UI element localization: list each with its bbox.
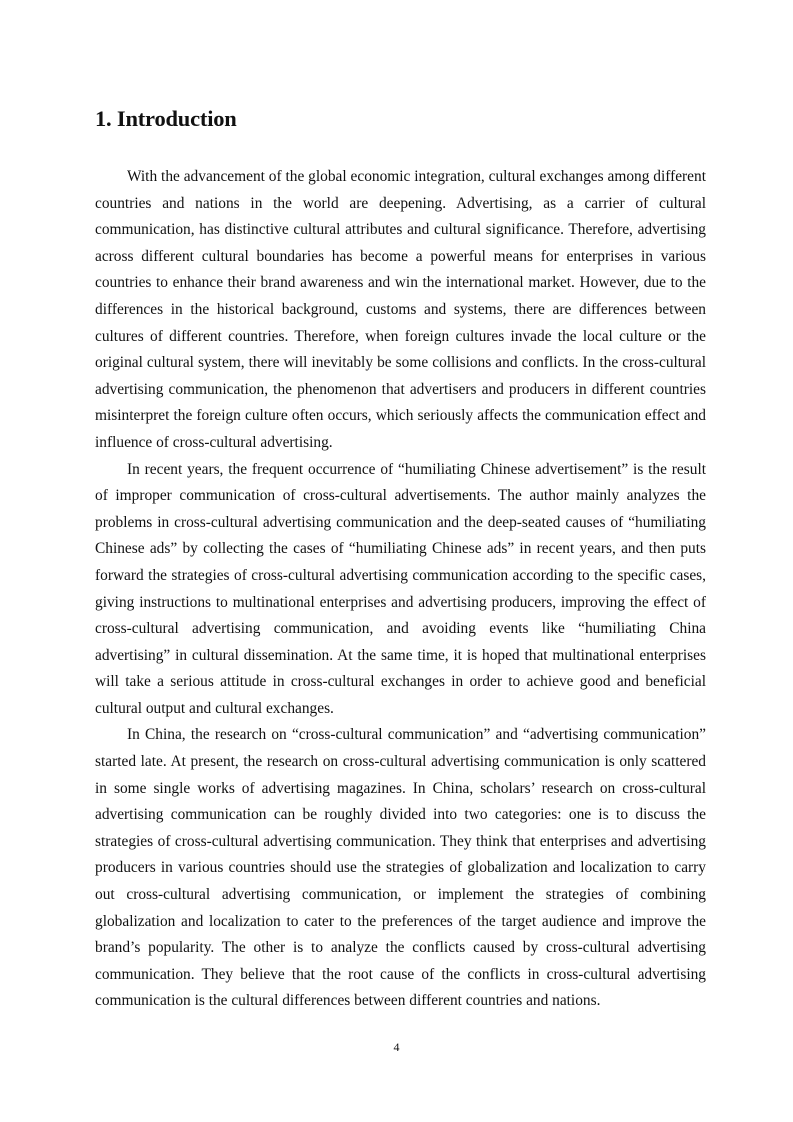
page-number: 4	[393, 1040, 400, 1054]
paragraph: With the advancement of the global economic integration, cultural exchanges among different countries and nations in the world are deepening. Advertising, as a carrier of cultural communication, has distinctive cultural attributes and cultural significance. Therefore, advertising across different cultural boundaries has become a powerful means for enterprises in various countries to enhance their brand awareness and win the international market. However, due to the differences in the historical background, customs and systems, there are differences between cultures of different countries. Therefore, when foreign cultures invade the local culture or the original cultural system, there will inevitably be some collisions and conflicts. In the cross-cultural advertising communication, the phenomenon that advertisers and producers in different countries misinterpret the foreign culture often occurs, which seriously affects the communication effect and influence of cross-cultural advertising.	[95, 168, 706, 451]
section-heading: 1. Introduction	[95, 106, 237, 131]
body-text	[95, 164, 706, 1015]
paragraph: In China, the research on “cross-cultural communication” and “advertising communication” started late. At present, the research on cross-cultural advertising communication is only scattered in some single works of advertising magazines. In China, scholars’ research on cross-cultural advertising communication can be roughly divided into two categories: one is to discuss the strategies of cross-cultural advertising communication. They think that enterprises and advertising producers in various countries should use the strategies of globalization and localization to carry out cross-cultural advertising communication, or implement the strategies of combining globalization and localization to cater to the preferences of the target audience and improve the brand’s popularity. The other is to analyze the conflicts caused by cross-cultural advertising communication. They believe that the root cause of the conflicts in cross-cultural advertising communication is the cultural differences between different countries and nations.	[95, 726, 706, 1010]
paragraph: In recent years, the frequent occurrence of “humiliating Chinese advertisement” is the result of improper communication of cross-cultural advertisements. The author mainly analyzes the problems in cross-cultural advertising communication and the deep-seated causes of “humiliating Chinese ads” by collecting the cases of “humiliating Chinese ads” in recent years, and then puts forward the strategies of cross-cultural advertising communication according to the specific cases, giving instructions to multinational enterprises and advertising producers, improving the effect of cross-cultural advertising communication, and avoiding events like “humiliating China advertising” in cultural dissemination. At the same time, it is hoped that multinational enterprises will take a serious attitude in cross-cultural exchanges in order to achieve good and beneficial cultural output and cultural exchanges.	[95, 460, 706, 717]
